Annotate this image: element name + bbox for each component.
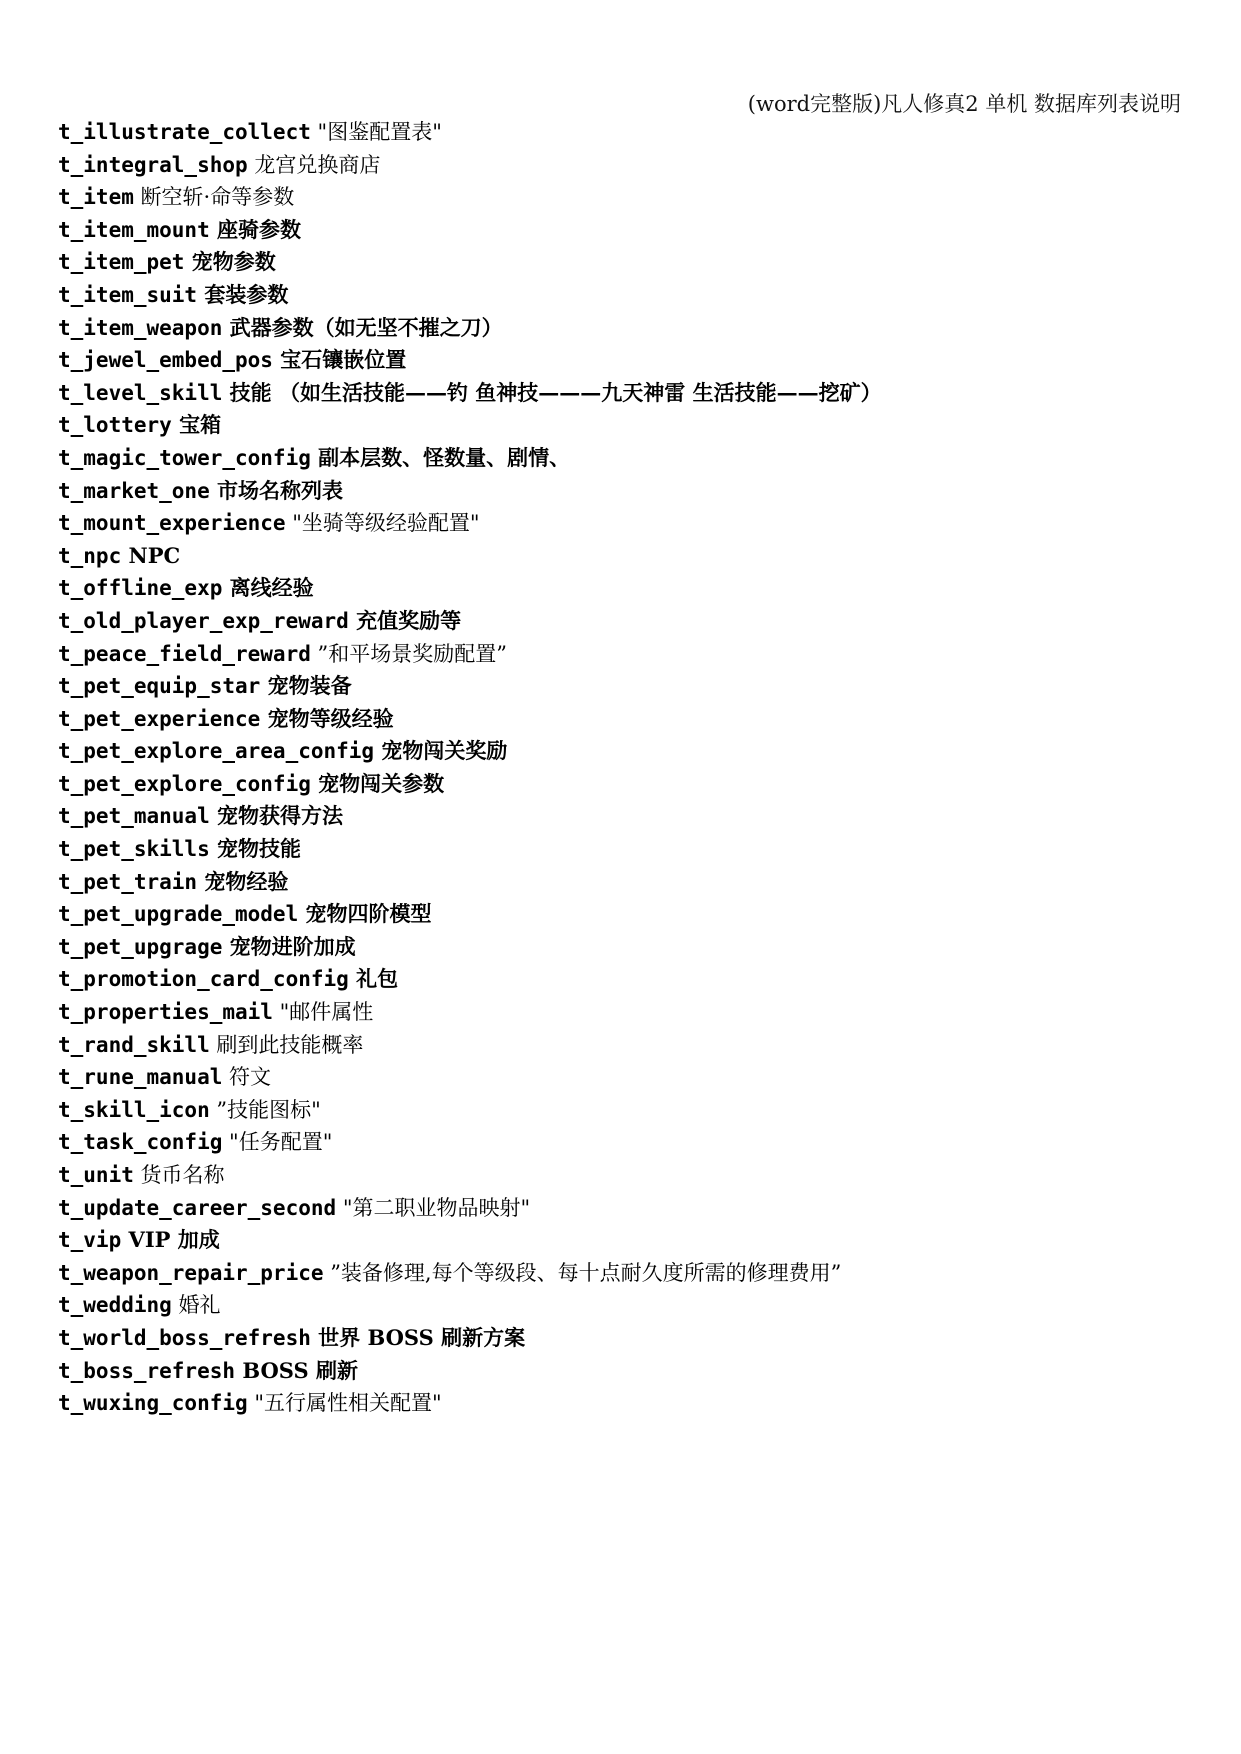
list-item <box>58 800 882 833</box>
table-name: t_offline_exp <box>58 576 223 601</box>
table-description: 宝石镶嵌位置 <box>272 347 407 373</box>
table-name: t_pet_explore_config <box>58 771 311 796</box>
table-description: 世界 BOSS 刷新方案 <box>310 1324 526 1350</box>
table-name: t_pet_manual <box>58 804 210 829</box>
table-description: "第二职业物品映射" <box>336 1195 531 1220</box>
table-name: t_vip <box>58 1228 122 1253</box>
table-name: t_skill_icon <box>58 1097 210 1122</box>
table-description: 座骑参数 <box>209 216 302 242</box>
table-description: 套装参数 <box>197 281 289 307</box>
table-name: t_item <box>58 185 134 210</box>
table-description: "任务配置" <box>222 1130 333 1155</box>
list-item <box>58 931 882 964</box>
table-list <box>58 116 882 1420</box>
table-name: t_level_skill <box>58 380 223 405</box>
list-item <box>58 279 882 312</box>
table-description: ”装备修理,每个等级段、每十点耐久度所需的修理费用” <box>323 1260 842 1285</box>
page-header: (word完整版)凡人修真2 单机 数据库列表说明 <box>747 92 1181 116</box>
list-item <box>58 1289 882 1322</box>
table-description: NPC <box>121 542 181 568</box>
list-item <box>58 312 882 345</box>
table-description: BOSS 刷新 <box>235 1357 358 1383</box>
table-name: t_pet_experience <box>58 706 261 731</box>
table-name: t_integral_shop <box>58 152 248 177</box>
table-description: 宠物获得方法 <box>209 803 344 829</box>
list-item <box>58 181 882 214</box>
table-name: t_pet_skills <box>58 837 210 862</box>
list-item <box>58 1126 882 1159</box>
table-name: t_properties_mail <box>58 1000 273 1025</box>
list-item <box>58 1192 882 1225</box>
list-item <box>58 1224 882 1257</box>
table-description: 武器参数（如无坚不摧之刀） <box>222 314 503 340</box>
table-name: t_item_pet <box>58 250 185 275</box>
table-description: 宠物进阶加成 <box>222 933 356 959</box>
table-name: t_pet_upgrage <box>58 934 223 959</box>
list-item <box>58 116 882 149</box>
list-item <box>58 409 882 442</box>
table-name: t_wuxing_config <box>58 1391 248 1416</box>
table-description: 宠物技能 <box>209 836 302 862</box>
table-description: 礼包 <box>348 966 399 992</box>
table-description: 离线经验 <box>222 575 314 601</box>
list-item <box>58 149 882 182</box>
table-name: t_pet_equip_star <box>58 674 261 699</box>
table-description: "图鉴配置表" <box>310 120 442 144</box>
table-name: t_item_mount <box>58 217 210 242</box>
table-name: t_peace_field_reward <box>58 641 311 666</box>
table-name: t_wedding <box>58 1293 172 1318</box>
table-description: 宠物参数 <box>184 249 276 275</box>
table-description: 宠物闯关参数 <box>310 770 445 796</box>
table-name: t_pet_explore_area_config <box>58 739 375 764</box>
table-description: 刷到此技能概率 <box>209 1032 364 1057</box>
table-name: t_market_one <box>58 478 210 503</box>
table-name: t_illustrate_collect <box>58 120 311 144</box>
table-description: 符文 <box>222 1065 272 1090</box>
list-item <box>58 1387 882 1420</box>
list-item <box>58 1257 882 1290</box>
table-name: t_task_config <box>58 1130 223 1155</box>
table-description: 宠物四阶模型 <box>298 901 432 927</box>
table-description: 充值奖励等 <box>348 607 462 633</box>
table-name: t_boss_refresh <box>58 1358 236 1383</box>
table-description: VIP 加成 <box>121 1227 220 1253</box>
table-name: t_pet_train <box>58 869 198 894</box>
table-name: t_old_player_exp_reward <box>58 608 349 633</box>
table-name: t_pet_upgrade_model <box>58 902 299 927</box>
table-description: "坐骑等级经验配置" <box>285 511 480 536</box>
list-item <box>58 703 882 736</box>
table-description: 婚礼 <box>171 1293 221 1318</box>
list-item <box>58 1094 882 1127</box>
table-name: t_rune_manual <box>58 1065 223 1090</box>
list-item <box>58 638 882 671</box>
table-description: 市场名称列表 <box>209 477 344 503</box>
table-name: t_mount_experience <box>58 511 286 536</box>
list-item <box>58 214 882 247</box>
list-item <box>58 670 882 703</box>
list-item <box>58 377 882 410</box>
table-description: "邮件属性 <box>272 1000 374 1025</box>
list-item <box>58 1061 882 1094</box>
list-item <box>58 246 882 279</box>
table-name: t_weapon_repair_price <box>58 1260 324 1285</box>
table-description: 宠物经验 <box>197 868 289 894</box>
list-item <box>58 898 882 931</box>
table-name: t_world_boss_refresh <box>58 1325 311 1350</box>
table-description: ”技能图标" <box>209 1097 321 1122</box>
list-item <box>58 768 882 801</box>
list-item <box>58 572 882 605</box>
list-item <box>58 866 882 899</box>
table-description: 宝箱 <box>171 412 222 438</box>
list-item <box>58 963 882 996</box>
table-description: 技能 （如生活技能——钓 鱼神技———九天神雷 生活技能——挖矿） <box>222 379 882 405</box>
list-item <box>58 344 882 377</box>
table-name: t_lottery <box>58 413 172 438</box>
table-name: t_magic_tower_config <box>58 445 311 470</box>
table-description: ”和平场景奖励配置” <box>310 641 508 666</box>
list-item <box>58 442 882 475</box>
table-description: "五行属性相关配置" <box>247 1391 442 1416</box>
table-name: t_rand_skill <box>58 1032 210 1057</box>
table-description: 副本层数、怪数量、剧情、 <box>310 444 571 470</box>
table-name: t_promotion_card_config <box>58 967 349 992</box>
table-name: t_npc <box>58 543 122 568</box>
list-item <box>58 1029 882 1062</box>
list-item <box>58 475 882 508</box>
table-description: 龙宫兑换商店 <box>247 152 381 177</box>
table-description: 宠物等级经验 <box>260 705 394 731</box>
list-item <box>58 605 882 638</box>
list-item <box>58 735 882 768</box>
list-item <box>58 1322 882 1355</box>
table-description: 宠物装备 <box>260 673 352 699</box>
table-description: 货币名称 <box>133 1163 225 1187</box>
list-item <box>58 1355 882 1388</box>
table-name: t_unit <box>58 1163 134 1187</box>
table-name: t_item_weapon <box>58 315 223 340</box>
table-name: t_jewel_embed_pos <box>58 348 273 373</box>
list-item <box>58 540 882 573</box>
list-item <box>58 833 882 866</box>
table-name: t_update_career_second <box>58 1195 337 1220</box>
list-item <box>58 507 882 540</box>
table-name: t_item_suit <box>58 282 198 307</box>
list-item <box>58 1159 882 1192</box>
list-item <box>58 996 882 1029</box>
table-description: 宠物闯关奖励 <box>374 738 508 764</box>
table-description: 断空斩·命等参数 <box>133 185 295 210</box>
